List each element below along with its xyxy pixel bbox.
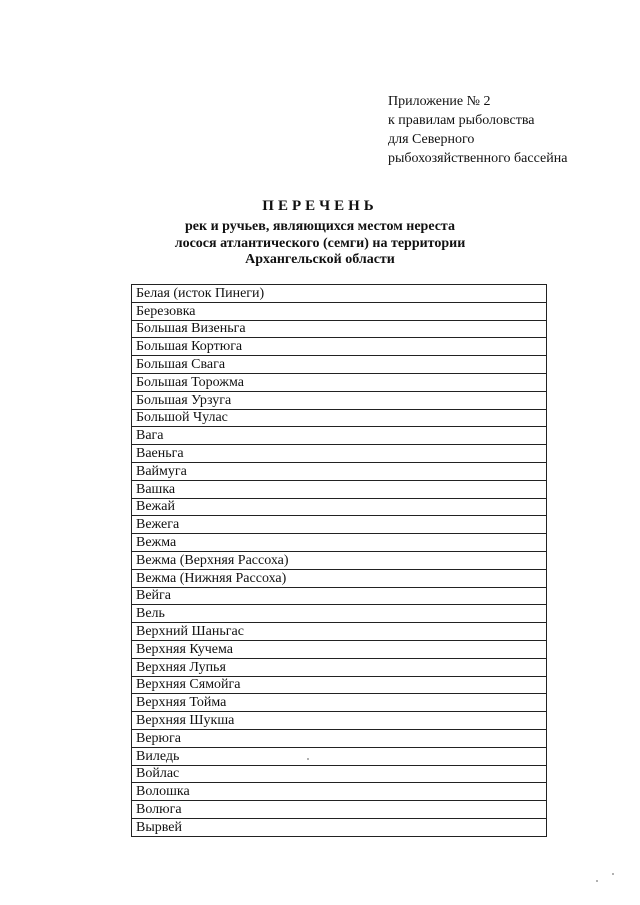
river-name-cell: Белая (исток Пинеги): [132, 285, 547, 303]
table-row: [132, 623, 547, 641]
table-row: [132, 462, 547, 480]
document-subtitle: рек и ручьев, являющихся местом нереста: [185, 219, 455, 234]
table-row: [132, 658, 547, 676]
scan-speck: [596, 880, 598, 882]
table-row: [132, 498, 547, 516]
table-row: [132, 356, 547, 374]
river-name-cell: Верхняя Кучема: [132, 640, 547, 658]
table-row: [132, 640, 547, 658]
appendix-line: для Северного: [388, 132, 475, 147]
document-subtitle: лосося атлантического (семги) на территории: [174, 236, 466, 251]
river-name-cell: Большая Урзуга: [132, 391, 547, 409]
river-name-cell: Волюга: [132, 801, 547, 819]
table-row: [132, 551, 547, 569]
river-name-cell: Волошка: [132, 783, 547, 801]
river-name-cell: Вежега: [132, 516, 547, 534]
river-name-cell: Ваеньга: [132, 445, 547, 463]
table-row: [132, 285, 547, 303]
river-name-cell: Вежма (Нижняя Рассоха): [132, 569, 547, 587]
river-name-cell: Вежма: [132, 534, 547, 552]
appendix-line: Приложение № 2: [388, 94, 491, 109]
table-row: [132, 765, 547, 783]
table-row: [132, 587, 547, 605]
table-row: [132, 338, 547, 356]
river-name-cell: Вель: [132, 605, 547, 623]
river-name-cell: Верхний Шаньгас: [132, 623, 547, 641]
table-row: [132, 409, 547, 427]
river-name-cell: Большая Свага: [132, 356, 547, 374]
table-row: [132, 320, 547, 338]
table-row: [132, 747, 547, 765]
table-row: [132, 302, 547, 320]
river-name-cell: Верхняя Шукша: [132, 712, 547, 730]
river-name-cell: Вырвей: [132, 818, 547, 836]
table-row: [132, 712, 547, 730]
appendix-line: рыбохозяйственного бассейна: [388, 151, 568, 166]
rivers-table: [131, 284, 547, 837]
river-name-cell: Войлас: [132, 765, 547, 783]
table-row: [132, 534, 547, 552]
table-row: [132, 605, 547, 623]
river-name-cell: Вашка: [132, 480, 547, 498]
table-row: [132, 783, 547, 801]
river-name-cell: Вежай: [132, 498, 547, 516]
river-name-cell: Виледь: [132, 747, 547, 765]
table-row: [132, 569, 547, 587]
document-title: ПЕРЕЧЕНЬ: [262, 198, 378, 214]
scan-speck: [307, 758, 309, 760]
river-name-cell: Верхняя Тойма: [132, 694, 547, 712]
river-name-cell: Верюга: [132, 729, 547, 747]
table-row: [132, 801, 547, 819]
scan-speck: [612, 873, 614, 875]
river-name-cell: Большая Кортюга: [132, 338, 547, 356]
river-name-cell: Вейга: [132, 587, 547, 605]
table-row: [132, 427, 547, 445]
table-row: [132, 694, 547, 712]
table-row: [132, 480, 547, 498]
appendix-line: к правилам рыболовства: [388, 113, 535, 128]
river-name-cell: Верхняя Лупья: [132, 658, 547, 676]
table-row: [132, 373, 547, 391]
table-row: [132, 516, 547, 534]
river-name-cell: Большая Торожма: [132, 373, 547, 391]
river-name-cell: Вежма (Верхняя Рассоха): [132, 551, 547, 569]
appendix-note: [388, 92, 628, 168]
river-name-cell: Верхняя Сямойга: [132, 676, 547, 694]
table-row: [132, 391, 547, 409]
river-name-cell: Вага: [132, 427, 547, 445]
table-row: [132, 676, 547, 694]
table-row: [132, 445, 547, 463]
table-row: [132, 818, 547, 836]
river-name-cell: Ваймуга: [132, 462, 547, 480]
document-subtitle: Архангельской области: [245, 252, 395, 267]
river-name-cell: Большой Чулас: [132, 409, 547, 427]
river-name-cell: Березовка: [132, 302, 547, 320]
table-row: [132, 729, 547, 747]
river-name-cell: Большая Визеньга: [132, 320, 547, 338]
